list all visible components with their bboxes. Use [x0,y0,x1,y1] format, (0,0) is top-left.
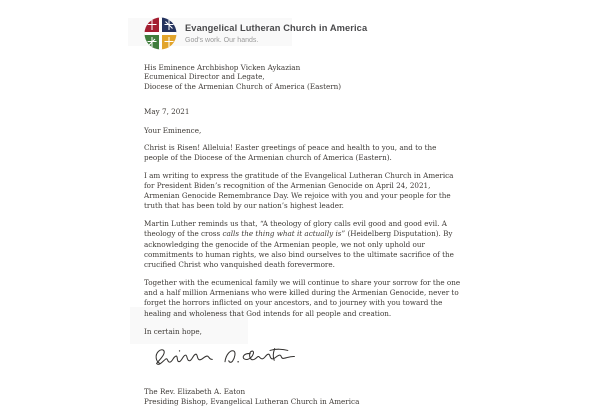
recipient-org: Diocese of the Armenian Church of America (Eastern) [144,81,342,91]
paragraph-1: Christ is Risen! Alleluia! Easter greetings of peace and health to you, and to the people of the Diocese of the Armenian church of America (Eastern). [144,142,437,163]
letter-body [144,17,462,406]
org-name: Evangelical Lutheran Church in America [185,22,368,33]
recipient-title: Ecumenical Director and Legate, [144,72,265,82]
emblem-cross-horizontal [144,32,177,35]
org-tagline: God's work. Our hands. [185,36,259,44]
valediction: In certain hope, [144,326,202,336]
recipient-name: His Eminence Archbishop Vicken Aykazian [144,63,301,72]
letter-date: May 7, 2021 [144,107,190,117]
signer-title: Presiding Bishop, Evangelical Lutheran Church in America [144,396,360,406]
paragraph-2: I am writing to express the gratitude of the Evangelical Lutheran Church in America for President Biden’s recognition of the Armenian Genocide on April 24, 2021, Armenian Genocide Remembrance Day. We rejoice with you and your people for the truth that has been told by our nation’s highest leader. [144,170,454,211]
salutation: Your Eminence, [144,125,202,135]
elca-emblem-icon [144,17,177,50]
letterhead-text [185,23,367,45]
paragraph-3 [144,219,462,270]
letterhead [144,17,462,50]
paragraph-3-pre: Martin Luther reminds us that, “A theology of glory calls evil good and good evil. A theology of the cross [144,218,447,239]
signature-handwriting [150,340,300,374]
recipient-address [144,63,462,91]
paragraph-4: Together with the ecumenical family we will continue to share your sorrow for the one and a half million Armenians who were killed during the Armenian Genocide, never to forget the horrors inflicted on your ancestors, and to journey with you toward the healing and wholeness that God intends for all people and creation. [144,277,461,318]
paragraph-3-post: ” (Heidelberg Disputation). By acknowledging the genocide of the Armenian people, we not only uphold our commitments to human rights, we also bind ourselves to the ultimate sacrifice of the crucified Christ who vanquished death forevermore. [144,229,454,270]
paragraph-3-quote-italic: calls the thing what it actually is [222,229,342,239]
signer-block [144,387,462,406]
signer-name: The Rev. Elizabeth A. Eaton [144,387,246,397]
signature [150,340,462,376]
